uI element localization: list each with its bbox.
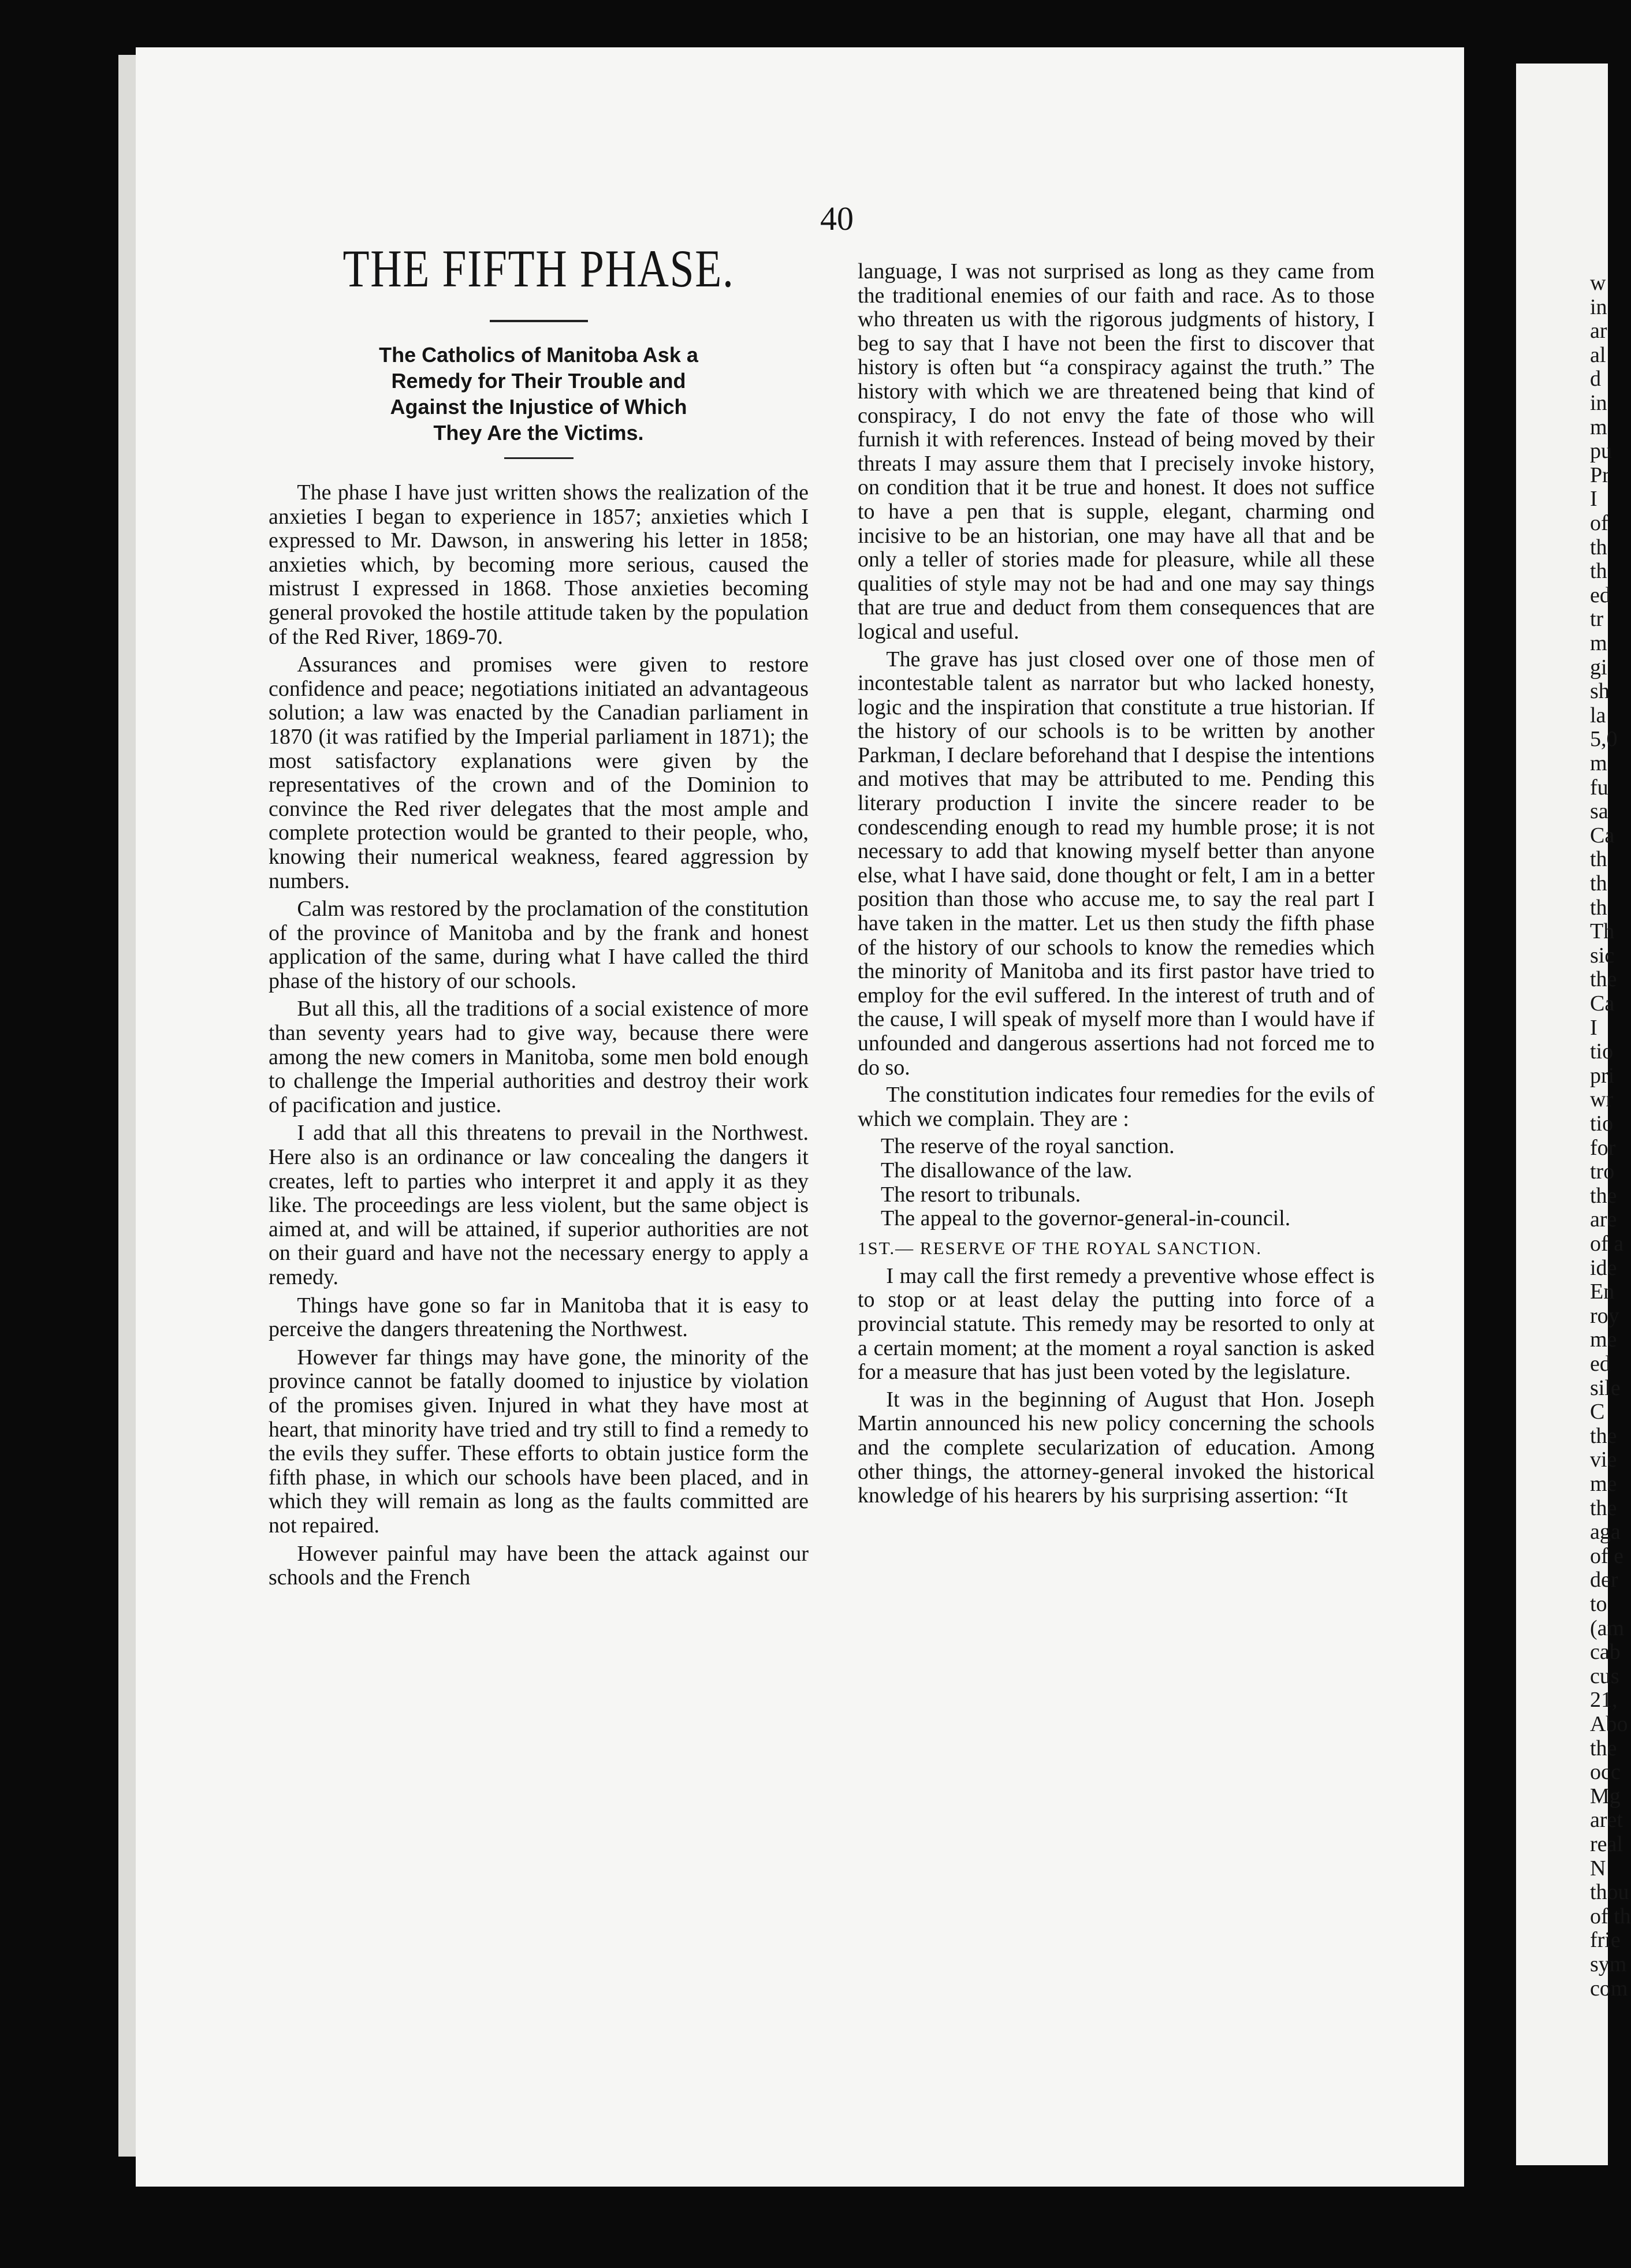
facing-page-text-fragment: pri: [1590, 1063, 1615, 1088]
title-rule: [490, 320, 588, 322]
facing-page-text-fragment: sa: [1590, 799, 1608, 824]
subtitle-rule: [504, 457, 574, 459]
facing-page-text-fragment: tro: [1590, 1159, 1615, 1184]
paragraph: Calm was restored by the proclamation of the constitution of the province of Manitoba and by the frank and honest application of the same, during what I have called the third phase of the history of our schools.: [269, 897, 809, 993]
facing-page-text-fragment: m: [1590, 751, 1607, 775]
facing-page-text-fragment: 21,: [1590, 1688, 1618, 1713]
facing-page-text-fragment: sile: [1590, 1375, 1621, 1400]
facing-page-text-fragment: real: [1590, 1832, 1623, 1856]
facing-page-text-fragment: th: [1590, 559, 1607, 584]
facing-page-text-fragment: ar: [1590, 319, 1607, 344]
facing-page-text-fragment: for: [1590, 1135, 1616, 1160]
facing-page-text-fragment: in: [1590, 391, 1607, 415]
facing-page-text-fragment: aret: [1590, 1808, 1623, 1833]
facing-page-text-fragment: ed: [1590, 1352, 1611, 1376]
facing-page-text-fragment: in: [1590, 294, 1607, 319]
facing-page-text-fragment: der: [1590, 1568, 1618, 1592]
facing-page-text-fragment: m: [1590, 415, 1607, 439]
facing-page-text-fragment: la: [1590, 703, 1606, 728]
facing-page-text-fragment: me: [1590, 1472, 1617, 1496]
facing-page-text-fragment: thou: [1590, 1880, 1629, 1905]
facing-page-text-fragment: tio: [1590, 1039, 1614, 1064]
facing-page-text-fragment: Mg: [1590, 1784, 1621, 1808]
facing-page-text-fragment: sh: [1590, 679, 1610, 704]
facing-page-text-fragment: of: [1590, 511, 1608, 535]
left-column: [269, 237, 809, 1594]
right-body: [858, 260, 1375, 1508]
facing-page-text-fragment: me: [1590, 1327, 1617, 1352]
facing-page-text-fragment: roy: [1590, 1303, 1619, 1328]
facing-page-text-fragment: Abo: [1590, 1712, 1628, 1736]
facing-page-text-fragment: of th: [1590, 1904, 1631, 1928]
facing-page-text-fragment: Pr: [1590, 462, 1610, 487]
remedy-item: The resort to tribunals.: [881, 1182, 1081, 1207]
paragraph: I add that all this threatens to prevail in the Northwest. Here also is an ordinance or law concealing the dangers it creates, left to parties who interpret it and apply it as they like. The proceedings are less violent, but the same object is aimed at, and will be attained, if superior authorities are not on their guard and have not the necessary energy to apply a remedy.: [269, 1121, 809, 1289]
facing-page-text-fragment: aga: [1590, 1520, 1621, 1545]
facing-page-text-fragment: vie: [1590, 1448, 1617, 1472]
facing-page-text-fragment: Th: [1590, 919, 1615, 944]
facing-page-text-fragment: to: [1590, 1592, 1607, 1616]
paragraph: However far things may have gone, the minority of the province cannot be fatally doomed to injustice by violation of the promises given. Injured in what they have most at heart, that minority have tried and try still to find a remedy to the evils they suffer. These efforts to obtain justice form the fifth phase, in which our schools have been placed, and in which they will remain as long as the faults committed are not repaired.: [269, 1345, 809, 1538]
facing-page-text-fragment: Ca: [1590, 991, 1615, 1016]
facing-page-text-fragment: fu: [1590, 775, 1608, 800]
remedy-item: The appeal to the governor-general-in-council.: [881, 1206, 1291, 1231]
facing-page-text-fragment: wr: [1590, 1087, 1614, 1112]
right-column: [858, 260, 1375, 1512]
facing-page-text-fragment: are: [1590, 1207, 1617, 1232]
facing-page-text-fragment: pu: [1590, 439, 1612, 464]
facing-page-text-fragment: I: [1590, 487, 1598, 512]
subtitle-line: They Are the Victims.: [433, 421, 644, 445]
facing-page-text-fragment: I: [1590, 1015, 1598, 1040]
facing-page-text-fragment: al: [1590, 342, 1606, 367]
paragraph: The constitution indicates four remedies for the evils of which we complain. They are :: [858, 1083, 1375, 1131]
facing-page-text-fragment: th: [1590, 895, 1607, 920]
facing-page-text-fragment: th: [1590, 847, 1607, 872]
facing-page-text-fragment: d: [1590, 367, 1601, 391]
facing-page-fragment: [1516, 64, 1631, 2165]
facing-page-text-fragment: cus: [1590, 1663, 1619, 1688]
remedy-item: The reserve of the royal sanction.: [881, 1134, 1175, 1159]
facing-page-text-fragment: 5,0: [1590, 727, 1618, 752]
facing-page-text-fragment: the: [1590, 967, 1617, 992]
facing-page-text-fragment: occ: [1590, 1760, 1621, 1785]
facing-page-text-fragment: sym: [1590, 1952, 1627, 1976]
facing-page-text-fragment: the: [1590, 1495, 1617, 1520]
facing-page-text-fragment: cab: [1590, 1640, 1621, 1665]
paragraph: The grave has just closed over one of those men of incontestable talent as narrator but who lacked honesty, logic and the inspiration that constitute a true historian. If the history of our schools is to be written by another Parkman, I declare beforehand that I despise the intentions and motives that may be attributed to me. Pending this literary production I invite the sincere reader to be condescending enough to read my humble prose; it is not necessary to add that knowing myself better than anyone else, what I have said, done thought or felt, I am in a better position than those who accuse me, to say the real part I have taken in the matter. Let us then study the fifth phase of the history of our schools to know the remedies which the minority of Manitoba and its first pastor have tried to employ for the evil suffered. In the interest of truth and of the cause, I will speak of myself more than I would have if unfounded and dangerous assertions had not forced me to do so.: [858, 647, 1375, 1080]
facing-page-text-fragment: ed: [1590, 583, 1611, 607]
facing-page-text-fragment: the: [1590, 1423, 1617, 1448]
facing-page-text-fragment: (am: [1590, 1616, 1625, 1640]
paragraph: Assurances and promises were given to restore confidence and peace; negotiations initiated an advantageous solution; a law was enacted by the Canadian parliament in 1870 (it was ratified by the Imperial parliament in 1871); the most satisfactory explanations were given by the representatives of the crown and of the Dominion to convince the Red river delegates that the most ample and complete protection would be granted to their people, who, knowing their numerical weakness, feared aggression by numbers.: [269, 652, 809, 893]
article-subtitle: [269, 342, 809, 446]
facing-page-text-fragment: m: [1590, 631, 1607, 655]
facing-page-text-fragment: En: [1590, 1280, 1615, 1304]
page-number: 40: [820, 200, 854, 237]
facing-page-text-fragment: th: [1590, 871, 1607, 896]
subtitle-line: The Catholics of Manitoba Ask a: [379, 343, 698, 367]
facing-page-text-fragment: th: [1590, 535, 1607, 559]
paragraph: But all this, all the traditions of a social existence of more than seventy years had to give way, because there were among the new comers in Manitoba, some men bold enough to challenge the Imperial authorities and destroy their work of pacification and justice.: [269, 997, 809, 1117]
facing-page-text-fragment: C: [1590, 1400, 1605, 1424]
paragraph: Things have gone so far in Manitoba that it is easy to perceive the dangers threatening the Northwest.: [269, 1293, 809, 1342]
facing-page-text-fragment: the: [1590, 1736, 1617, 1760]
facing-page-text-fragment: of a: [1590, 1232, 1624, 1256]
facing-page-text-fragment: ide: [1590, 1255, 1617, 1280]
paragraph: It was in the beginning of August that Hon. Joseph Martin announced his new policy concerning the schools and the complete secularization of education. Among other things, the attorney-general invoked the historical knowledge of his hearers by his surprising assertion: “It: [858, 1387, 1375, 1508]
facing-page-text-fragment: tio: [1590, 1111, 1614, 1136]
section-heading: 1ST.— RESERVE OF THE ROYAL SANCTION.: [858, 1237, 1263, 1258]
subtitle-line: Against the Injustice of Which: [390, 395, 687, 419]
facing-page-text-fragment: Ca: [1590, 823, 1615, 848]
facing-page-text-fragment: of e: [1590, 1543, 1624, 1568]
subtitle-line: Remedy for Their Trouble and: [391, 369, 686, 393]
left-body: [269, 481, 809, 1590]
facing-page-text-fragment: w: [1590, 271, 1606, 295]
facing-page-text-fragment: the: [1590, 1183, 1617, 1208]
facing-page-text-fragment: sic: [1590, 943, 1615, 968]
paragraph: The phase I have just written shows the realization of the anxieties I began to experience in 1857; anxieties which I expressed to Mr. Dawson, in answering his letter in 1858; anxieties which, by becoming more serious, caused the mistrust I expressed in 1868. Those anxieties becoming general provoked the hostile attitude taken by the population of the Red River, 1869-70.: [269, 480, 809, 649]
paragraph: I may call the first remedy a preventive whose effect is to stop or at least delay the putting into force of a provincial statute. This remedy may be resorted to only at a certain moment; at the moment a royal sanction is asked for a measure that has just been voted by the legislature.: [858, 1263, 1375, 1385]
facing-page-text-fragment: gi: [1590, 655, 1607, 680]
article-title: THE FIFTH PHASE.: [342, 239, 735, 298]
facing-page-text-fragment: com: [1590, 1976, 1628, 2001]
paragraph: However painful may have been the attack against our schools and the French: [269, 1541, 809, 1590]
remedies-list: [858, 1135, 1375, 1230]
facing-page-text-fragment: N: [1590, 1856, 1606, 1881]
remedy-item: The disallowance of the law.: [881, 1158, 1133, 1183]
paragraph: language, I was not surprised as long as they came from the traditional enemies of our faith and race. As to those who threaten us with the rigorous judgments of history, I beg to say that I have not been the first to discover that history is often but “a conspiracy against the truth.” The history with which we are threatened being that kind of conspiracy, I do not envy the fate of those who will furnish it with references. Instead of being moved by their threats I may assure them that I precisely invoke history, on condition that it be true and honest. It does not suffice to have a pen that is supple, elegant, charming ond incisive to be an historian, one may have all that and be only a teller of stories made for pleasure, while all these qualities of style may not be had and one may say things that are true and deduct from them consequences that are logical and useful.: [858, 259, 1375, 644]
facing-page-text-fragment: frie: [1590, 1928, 1621, 1953]
facing-page-text-fragment: tr: [1590, 607, 1604, 632]
